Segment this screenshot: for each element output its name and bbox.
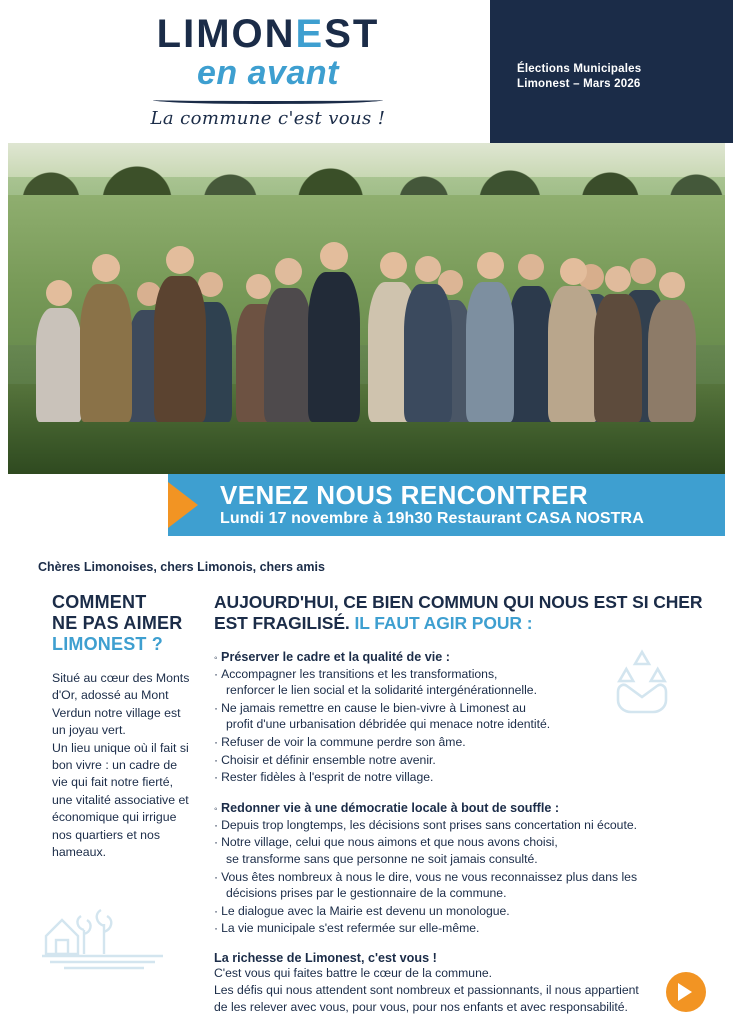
next-arrow-icon [678,983,692,1001]
bullet-text: Accompagner les transitions et les transformations, [221,666,498,681]
banner-title: VENEZ NOUS RENCONTRER [220,480,589,510]
bullet-cont: profit d'une urbanisation débridée qui menace notre identité. [226,717,551,732]
bullet-item: · Accompagner les transitions et les transformations, renforcer le lien social et la solidarité intergénérationnelle. [214,666,704,699]
left-title-line-3: LIMONEST ? [52,634,163,655]
bullet-item: · Rester fidèles à l'esprit de notre village. [214,770,434,785]
closing-heading: La richesse de Limonest, c'est vous ! [214,951,437,965]
left-title-line-1: COMMENT [52,592,147,612]
bullet-item: · Le dialogue avec la Mairie est devenu un monologue. [214,903,510,918]
closing-block [214,951,704,1015]
left-title-line-2: NE PAS AIMER [52,613,183,634]
logo-tagline: La commune c'est vous ! [150,107,386,129]
right-title-dark: AUJOURD'HUI, CE BIEN COMMUN QUI NOUS EST SI CHER EST FRAGILISÉ. [214,592,703,634]
bullet-item: · Depuis trop longtemps, les décisions sont prises sans concertation ni écoute. [214,817,638,832]
bullet-item: · Vous êtes nombreux à nous le dire, vous ne vous reconnaissez plus dans les décisions prises par le gestionnaire de la commune. [214,869,704,902]
left-column [52,592,192,862]
bullet-cont: se transforme sans que personne ne soit jamais consulté. [226,852,538,867]
bullet-text: Ne jamais remettre en cause le bien-vivre à Limonest au [221,700,526,715]
left-column-body [52,670,192,862]
right-column-title [214,592,704,635]
meeting-banner [168,474,725,536]
photo-people [8,192,725,422]
recycle-hands-icon [604,644,680,714]
left-column-title [52,592,192,656]
logo-swoosh-icon [153,96,383,104]
bullet-item: · Ne jamais remettre en cause le bien-vivre à Limonest au profit d'une urbanisation débridée qui menace notre identité. [214,700,704,733]
section-1-heading: ◦ Préserver le cadre et la qualité de vie : [214,649,450,664]
left-paragraph-2: Un lieu unique où il fait si bon vivre : un cadre de vie qui fait notre fierté, une vitalité associative et économique qui irrigue nos quartiers et nos hameaux. [52,740,189,860]
section-2 [214,801,704,937]
closing-line-2: Les défis qui nous attendent sont nombreux et passionnants, il nous appartient [214,982,639,997]
section-1-heading-text: Préserver le cadre et la qualité de vie : [221,649,450,664]
bullet-cont: renforcer le lien social et la solidarité intergénérationnelle. [226,683,537,698]
header [0,0,733,143]
bullet-item: · Notre village, celui que nous aimons et que nous avons choisi, se transforme sans que personne ne soit jamais consulté. [214,834,704,867]
bullet-text: Le dialogue avec la Mairie est devenu un monologue. [221,903,510,918]
banner-arrow-icon [168,482,198,528]
bullet-item: · Choisir et définir ensemble notre avenir. [214,752,436,767]
village-landscape-icon [40,890,165,970]
banner-subtitle: Lundi 17 novembre à 19h30 Restaurant CASA NOSTRA [220,510,644,527]
election-line-2: Limonest – Mars 2026 [517,77,641,90]
bullet-item: · Refuser de voir la commune perdre son âme. [214,735,466,750]
bullet-text: Notre village, celui que nous aimons et que nous avons choisi, [221,835,558,850]
election-info [517,62,717,92]
right-title-cyan: IL FAUT AGIR POUR : [354,613,533,634]
bullet-item: · La vie municipale s'est refermée sur elle-même. [214,921,480,936]
next-arrow-button[interactable] [666,972,706,1012]
logo [118,14,418,129]
section-2-heading-text: Redonner vie à une démocratie locale à bout de souffle : [221,800,560,815]
section-2-heading: ◦ Redonner vie à une démocratie locale à bout de souffle : [214,800,560,815]
logo-en-avant: en avant [197,54,339,92]
logo-limonest: LIMONEST [156,12,380,56]
bullet-text: Refuser de voir la commune perdre son âme. [221,735,466,750]
bullet-text: Depuis trop longtemps, les décisions sont prises sans concertation ni écoute. [221,817,638,832]
closing-line-1: C'est vous qui faites battre le cœur de la commune. [214,966,493,980]
group-photo [8,143,725,474]
bullet-text: La vie municipale s'est refermée sur elle-même. [221,921,480,936]
election-line-1: Élections Municipales [517,63,642,75]
closing-line-3: de les relever avec vous, pour vous, pour nos enfants et avec responsabilité. [214,999,628,1014]
bullet-cont: décisions prises par le gestionnaire de la commune. [226,886,507,901]
left-paragraph-1: Situé au cœur des Monts d'Or, adossé au Mont Verdun notre village est un joyau vert. [52,670,190,738]
bullet-text: Vous êtes nombreux à nous le dire, vous ne vous reconnaissez plus dans les [221,869,638,884]
bullet-text: Choisir et définir ensemble notre avenir. [221,752,436,767]
bullet-text: Rester fidèles à l'esprit de notre village. [221,770,434,785]
greeting-line: Chères Limonoises, chers Limonois, chers amis [38,560,325,574]
